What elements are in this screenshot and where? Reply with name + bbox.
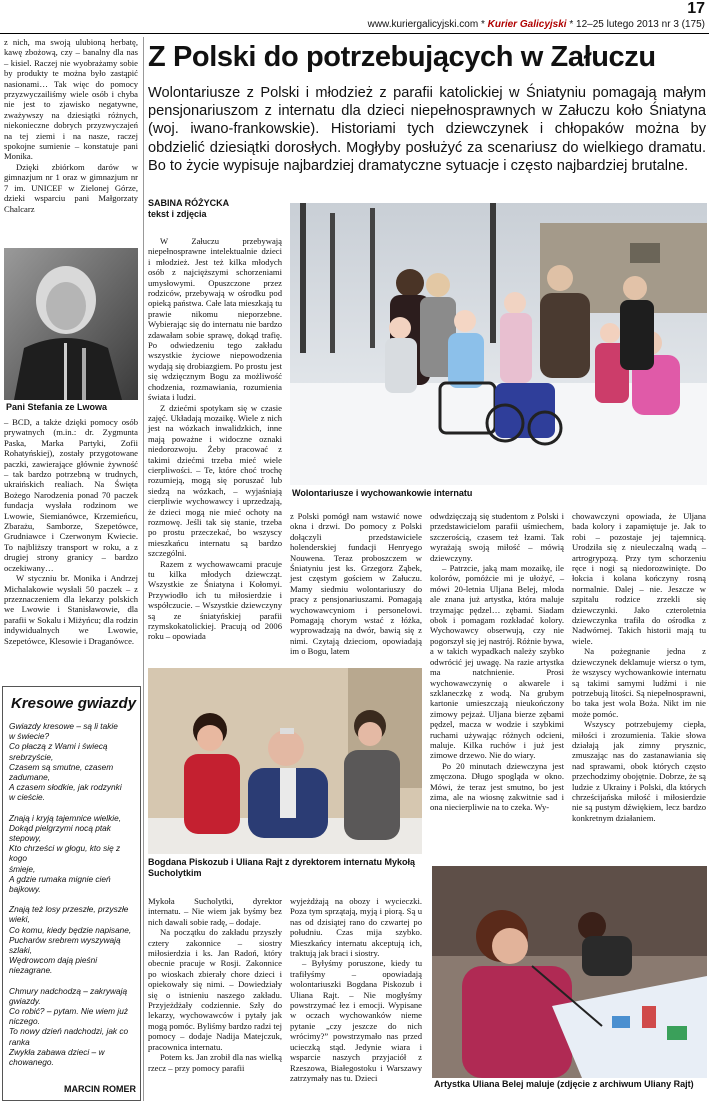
column-5-text bbox=[572, 511, 706, 823]
paragraph: Dzięki zbiórkom darów w gimnazjum nr 1 oraz w gimnazjum nr 7 im. UNICEF w Zielonej Górze, dzieki wsparciu pani Małgorzaty Chalcarz bbox=[4, 161, 138, 214]
header-rule bbox=[0, 33, 709, 34]
paragraph: Razem z wychowawcami pracuje tu kilka młodych dziewcząt. Wszystkie ze Śniatyna i Kołomyi. Przywiodło ich tu miłosierdzie i współczucie. – Wszystkie dziewczyny są ze śniatyńskiej parafii rzymskokatolickiej. Pracują od 2006 roku – opowiada bbox=[148, 558, 282, 642]
group-photo bbox=[148, 668, 422, 854]
paragraph: z nich, ma swoją ulubioną herbatę, kawę zbożową, czy – banalny dla nas – kisiel. Raczej nie wyobrażamy sobie by produkty te można było zastąpić nasionami… Tak więc do pomocy przyzwyczailiśmy wiele osób i chyba nie jest to zjawisko negatywne, zważywszy na dziesiątki różnych, niekonieczne dobrych przyzwyczajeń na tej ziemi i na nasze, raczej spokojne sumienie – konstatuje pani Monika. bbox=[4, 37, 138, 162]
paragraph: – BCD, a także dzięki pomocy osób prywatnych (m.in.: dr. Zygmunta Paska, Marka Partyki, Zofii Rohatyńskiej), zostały przygotowane paczki, zawierające głównie żywność – tak bardzo potrzebną w trudnych, ukraińskich realiach. Na Święta Bożego Narodzenia ponad 70 paczek fundacja wysłała rodzinom we Lwowie, Siemianówce, Krzemieńcu, Zbarażu, Samborze, Szepetówce, Grudniawce i Czerwonym Kwiecie. To najbliższy transport w roku, a z drugiej strony granicy – bardzo oczekiwany… bbox=[4, 417, 138, 573]
column-4-text bbox=[430, 511, 564, 813]
main-photo bbox=[290, 203, 707, 485]
paragraph: Po 20 minutach dziewczyna jest zmęczona. Długo spogląda w okno. Mówi, że teraz jest smutno, bo jest zima, ale na wiosnę zakwitnie sad i ona niecierpliwie na to czeka. Wy- bbox=[430, 760, 564, 813]
main-photo-caption: Wolontariusze i wychowankowie internatu bbox=[292, 488, 473, 498]
paragraph: z Polski pomógł nam wstawić nowe okna i drzwi. Do pomocy z Polski dołączyli przedstawiciele holenderskiej fundacji Henryego Nouwena. Teraz proboszczem w Śniatyniu jest ks. Grzegorz Ząbek, jest częstym gościem w Załuczu. Mamy siedmiu wolontariuszy do pracy z pensjonariuszami. Pomagają wychowawcyniom i personelowi. Pomagają chorym wstać z łóżka, wyprowadzają na dwór, bawią się z nimi. Czytają dzieciom, opowiadają im o Bogu, latem bbox=[290, 511, 422, 657]
running-head-url: www.kuriergalicyjski.com * bbox=[367, 19, 488, 30]
page-header bbox=[0, 0, 709, 36]
running-head-issue: * 12–25 lutego 2013 nr 3 (175) bbox=[566, 19, 705, 30]
column-2-bottom-text bbox=[148, 896, 282, 1073]
paragraph: Z dziećmi spotykam się w czasie zajęć. Układają mozaikę. Wiele z nich jest na wózkach inwalidzkich, inne mają poważne i widoczne oznaki niedorozwoju. Żeby pracować z takimi dziećmi trzeba mieć wiele cierpliwości. – Te, które choć trochę rozumieją, mogą się poruszać lub siedzą na wózkach, – wyjaśniają cierpliwie wychowawcy i uprzedzają, że dzieci mogą nie mieć ochoty na rozmowę. Jeśli tak się stanie, trzeba po prostu przeczekać, bo wszyscy mieszkańcu internatu są bardzo szczególni. bbox=[148, 402, 282, 559]
poem-body bbox=[9, 721, 139, 1077]
paragraph: – Patrzcie, jaką mam mozaikę, ile kolorów, pomóżcie mi je ułożyć, – mówi 20-letnia Uljana Belej, młoda ale znana już artystka, która maluje trzymając pędzel… zębami. Siadam obok i pomagam rozkładać kolory. Wychowawcy obserwują, czy nie pogorszył się jej nastrój. Różnie bywa, a w takich wypadkach należy szybko odwrócić jej uwagę. Na razie artystka ma natchnienie. Prosi wychowawczynię o akwarele i szklaneczkę z wodą. Na grubym kartonie umieszczają nieukończony zimowy pejzaż. Uljana bierze zębami pędzel, macza w wodzie i szybkimi ruchami używając różnych odcieni, maluje. Kilka ruchów i już jest zimowe drzewo. Nie do wiary. bbox=[430, 563, 564, 761]
paragraph: W Załuczu przebywają niepełnosprawne intelektualnie dzieci i młodzież. Jest też kilka młodych osób z najcięższymi schorzeniami umysłowymi. Opuszczone przez rodziców, przebywają w ośrodku pod opieką państwa. Całe lata mieszkają tu prawie nikomu nieporzebne. Wybierając się do internatu nie bardzo zdawałam sobie sprawę, dokąd trafię. Po odwiedzeniu tego zakładu wszystkie życiowe niepowodzenia wydają się drobiazgiem. Po prostu jest się wdzięcznym Bogu za możliwość chodzenia, rozmawiania, rozumienia świata i ludzi. bbox=[148, 236, 282, 403]
poem-stanza: Znają też losy przeszłe, przyszłe wieki, Co komu, kiedy będzie napisane, Pucharów srebrem wyszywają szlaki, Wędrowcom dają pieśni niezagrane. bbox=[9, 904, 132, 976]
poem-stanza: Chmury nadchodzą – zakrywają gwiazdy. Co robić? – pytam. Nie wiem już niczego. To nowy dzień nadchodzi, jak co ranka Zwykła zabawa dzieci – w chowanego. bbox=[9, 985, 129, 1068]
running-head-brand: Kurier Galicyjski bbox=[487, 19, 567, 30]
paragraph: W styczniu br. Monika i Andrzej Michalakowie wysłali 50 paczek – z przeznaczeniem dla lekarzy polskich we Lwowie i Stanisławowie, dla parafii w Sokalu i Miżyńcu; dla rodzin indywidualnych we Lwowie, Szepetówce, Klesowie i Draganówce. bbox=[4, 573, 138, 646]
poem-title: Kresowe gwiazdy bbox=[11, 695, 137, 712]
paragraph: chowawczyni opowiada, że Uljana bada kolory i zapamiętuje je. Jak to robi – pozostaje jej tajemnicą. Urodziła się z nieuleczalną wadą – artrogrypozą. Przy tym schorzeniu ręce i nogi są niedorozwinięte. Do łokcia i kolana kończyny rosną normalnie. Dalej – nie. Jeszcze w szpitalu rodzice zrzekli się dziewczynki. Jako czteroletnia dziewczynka trafiła do ośrodka z Nadwórnej. Takich historii mają tu wiele. bbox=[572, 511, 706, 646]
column-3-bottom-text bbox=[290, 896, 422, 1083]
paragraph: Potem ks. Jan zrobił dla nas wielką rzecz – przy pomocy parafii bbox=[148, 1052, 282, 1073]
paragraph: Wszyscy potrzebujemy ciepła, miłości i zrozumienia. Takie słowa działają jak zimny prysznic, zmuszając nas do zastanawiania się nad sprawami, obok których często przechodzimy obojętnie. Dobrze, że są ludzie z Ukrainy i Polski, dla których chrześcijańska miłość i miłosierdzie nie są pustym dźwiękiem, lecz bardzo konkretnym działaniem. bbox=[572, 719, 706, 823]
column-2-text bbox=[148, 236, 282, 642]
poem-author: MARCIN ROMER bbox=[64, 1084, 136, 1094]
byline bbox=[148, 198, 229, 220]
article-lead: Wolontariusze z Polski i młodzież z parafii katolickiej w Śniatyniu pomagają małym pensjonariuszom z internatu dla dzieci niepełnosprawnych w Załuczu koło Śniatyna (woj. iwano-frankowskie). Historiami tych dziewczynek i chłopaków można by obdzielić dziesiątki dorosłych. Mogłyby posłużyć za scenariusz do wielkiego dramatu. Bo to życie wypisuje najbardziej dramatyczne sytuacje i często najbardziej brutalne. bbox=[148, 85, 706, 174]
column-separator bbox=[143, 37, 144, 1101]
running-head bbox=[368, 19, 705, 30]
column-3-text bbox=[290, 511, 422, 657]
poem-box bbox=[2, 686, 141, 1101]
portrait-caption: Pani Stefania ze Lwowa bbox=[6, 402, 108, 412]
artist-photo-caption: Artystka Uliana Belej maluje (zdjęcie z archiwum Uliany Rajt) bbox=[434, 1079, 694, 1089]
group-photo-caption: Bogdana Piskozub i Uliana Rajt z dyrektorem internatu Mykołą Sucholytkim bbox=[148, 857, 416, 878]
paragraph: odwdzięczają się studentom z Polski i przedstawicielom parafii uśmiechem, szczerością, czasem też łzami. Tak wyrażają swoją miłość – mówią dziewczyny. bbox=[430, 511, 564, 563]
paragraph: – Byłyśmy poruszone, kiedy tu trafiłyśmy – opowiadają wolontariuszki Bogdana Piskozub i Uliana Rajt. – Nie mogłyśmy powstrzymać łez i emocji. Wypisane w oczach wychowanków nieme pytanie „czy jeszcze do nich wrócimy?” powstrzymało nas przed ucieczką stąd. Jedynie wiara i wsparcie naszych przyjaciół z Rzeszowa, Białegostoku i Warszawy zatrzymały nas tu. Dzieci bbox=[290, 958, 422, 1083]
left-column-text-2 bbox=[4, 417, 138, 646]
poem-stanza: Znają i kryją tajemnice wielkie, Dokąd pielgrzymi nocą ptak stepowy, Kto chrześci w głogu, kto się z kogo śmieje, A gdzie rumaka mignie cień bajkowy. bbox=[9, 812, 122, 895]
article-title: Z Polski do potrzebujących w Załuczu bbox=[148, 41, 656, 73]
artist-photo bbox=[432, 866, 707, 1078]
author-name: SABINA RÓŻYCKA bbox=[148, 198, 230, 208]
author-role: tekst i zdjęcia bbox=[148, 209, 207, 219]
paragraph: wyjeżdżają na obozy i wycieczki. Poza tym sprzątają, myją i piorą. Są u nas od dzisiątej rano do czwartej po południu. Czas mija szybko. Mieszkańcy internatu akceptują ich, traktują jak braci i siostry. bbox=[290, 896, 422, 959]
portrait-photo bbox=[4, 248, 138, 400]
paragraph: Na początku do zakładu przyszły cztery zakonnice – siostry miłosierdzia i ks. Jan Radoń, który obecnie pracuje w Rosji. Zakonnice po wioskach zbierały chore dzieci i opiekowały się nimi. – Dowiedziały się o istnieniu naszego zakładu. Przyjeżdżały codziennie. Szły do lekarzy, wychowawców i pytały jak mogą pomóc. Byliśmy bardzo radzi tej pomocy – dodaje Nadija Matejczuk, pracownica internatu. bbox=[148, 927, 282, 1052]
left-column-text bbox=[4, 37, 138, 214]
paragraph: Na pożegnanie jedna z dziewczynek deklamuje wiersz o tym, że wszyscy wychowankowie internatu są takimi samymi ludźmi i nie potrzebują litości. Są niepełnosprawni, bo taka jest wola Boża. Nikt im nie może pomóc. bbox=[572, 646, 706, 719]
paragraph: Mykoła Sucholytki, dyrektor internatu. – Nie wiem jak byśmy bez nich dawali sobie radę, – dodaje. bbox=[148, 896, 282, 927]
poem-stanza: Gwiazdy kresowe – są li takie w świecie? Co płaczą z Wami i świecą srebrzyście, Czasem są smutne, czasem zadumane, A czasem słodkie, jak rodzynki w cieście. bbox=[9, 721, 122, 803]
page-number: 17 bbox=[687, 0, 705, 17]
